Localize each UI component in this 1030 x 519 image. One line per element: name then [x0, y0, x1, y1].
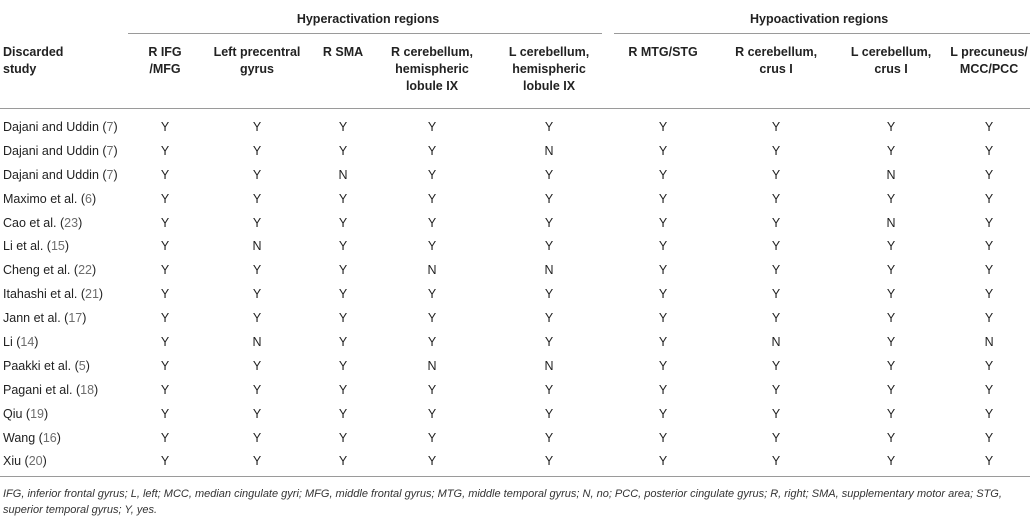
value-cell: Y	[338, 334, 348, 349]
value-cell: Y	[984, 454, 994, 469]
value-cell: Y	[984, 430, 994, 445]
study-cell: Cheng et al. (22)	[3, 263, 97, 278]
table-body	[0, 109, 1030, 474]
table-row	[0, 211, 1030, 235]
value-cell: Y	[771, 263, 781, 278]
value-cell: Y	[252, 215, 262, 230]
value-cell: N	[984, 334, 994, 349]
value-cell: Y	[160, 406, 170, 421]
value-cell: Y	[886, 334, 896, 349]
value-cell: Y	[771, 191, 781, 206]
value-cell: Y	[252, 454, 262, 469]
table-row	[0, 402, 1030, 426]
value-cell: Y	[658, 239, 668, 254]
value-cell: N	[886, 167, 896, 182]
value-cell: Y	[252, 358, 262, 373]
value-cell: Y	[338, 287, 348, 302]
study-cell: Dajani and Uddin (7)	[3, 167, 118, 182]
value-cell: Y	[160, 119, 170, 134]
value-cell: Y	[160, 454, 170, 469]
value-cell: N	[252, 334, 262, 349]
table-row	[0, 282, 1030, 306]
value-cell: Y	[984, 263, 994, 278]
value-cell: Y	[984, 382, 994, 397]
column-header: L precuneus/ MCC/PCC	[948, 34, 1030, 109]
table-footnote: IFG, inferior frontal gyrus; L, left; MCC, median cingulate gyri; MFG, middle frontal gyrus; MTG, middle temporal gyrus; N, no; PCC, posterior cingulate gyrus; R, right; SMA, supplementary motor area; STG, superior temporal gyrus; Y, yes.	[3, 488, 1002, 516]
value-cell: N	[544, 143, 554, 158]
value-cell: Y	[984, 215, 994, 230]
value-cell: Y	[984, 311, 994, 326]
value-cell: Y	[427, 406, 437, 421]
value-cell: Y	[427, 454, 437, 469]
value-cell: Y	[886, 239, 896, 254]
value-cell: Y	[160, 430, 170, 445]
column-header: R cerebellum, hemispheric lobule IX	[374, 34, 490, 109]
value-cell: Y	[544, 119, 554, 134]
value-cell: Y	[771, 311, 781, 326]
value-cell: Y	[886, 119, 896, 134]
value-cell: Y	[427, 119, 437, 134]
value-cell: Y	[544, 334, 554, 349]
value-cell: Y	[427, 143, 437, 158]
value-cell: Y	[160, 239, 170, 254]
reference-link[interactable]: 7	[106, 143, 114, 158]
value-cell: Y	[252, 287, 262, 302]
value-cell: Y	[771, 239, 781, 254]
value-cell: Y	[427, 430, 437, 445]
value-cell: Y	[544, 430, 554, 445]
reference-link[interactable]: 17	[68, 311, 83, 326]
value-cell: Y	[658, 167, 668, 182]
reference-link[interactable]: 19	[30, 406, 44, 421]
study-cell: Pagani et al. (18)	[3, 382, 99, 397]
value-cell: Y	[544, 311, 554, 326]
value-cell: Y	[886, 143, 896, 158]
value-cell: Y	[658, 311, 668, 326]
reference-link[interactable]: 18	[80, 382, 95, 397]
value-cell: Y	[338, 239, 348, 254]
reference-link[interactable]: 15	[50, 239, 65, 254]
hyperactivation-group-header: Hyperactivation regions	[128, 4, 608, 34]
value-cell: Y	[427, 239, 437, 254]
study-cell: Li et al. (15)	[3, 239, 70, 254]
table-row	[0, 187, 1030, 211]
table-row	[0, 330, 1030, 354]
value-cell: Y	[338, 191, 348, 206]
value-cell: Y	[984, 239, 994, 254]
value-cell: Y	[544, 382, 554, 397]
value-cell: Y	[984, 167, 994, 182]
value-cell: Y	[886, 358, 896, 373]
table-row	[0, 449, 1030, 473]
value-cell: Y	[160, 287, 170, 302]
study-cell: Qiu (19)	[3, 406, 49, 421]
value-cell: N	[886, 215, 896, 230]
value-cell: Y	[658, 454, 668, 469]
reference-link[interactable]: 16	[42, 430, 57, 445]
value-cell: Y	[338, 119, 348, 134]
value-cell: Y	[160, 215, 170, 230]
value-cell: Y	[252, 406, 262, 421]
value-cell: Y	[544, 239, 554, 254]
value-cell: Y	[886, 263, 896, 278]
value-cell: Y	[771, 119, 781, 134]
reference-link[interactable]: 21	[85, 287, 99, 302]
study-cell: Dajani and Uddin (7)	[3, 119, 118, 134]
value-cell: Y	[427, 334, 437, 349]
reference-link[interactable]: 23	[64, 215, 79, 230]
table-row	[0, 139, 1030, 163]
value-cell: Y	[338, 382, 348, 397]
value-cell: Y	[984, 287, 994, 302]
column-header: L cerebellum, crus I	[834, 34, 948, 109]
value-cell: Y	[886, 406, 896, 421]
value-cell: Y	[658, 119, 668, 134]
value-cell: Y	[984, 406, 994, 421]
column-header-row	[0, 34, 1030, 109]
value-cell: Y	[771, 430, 781, 445]
value-cell: Y	[427, 191, 437, 206]
study-cell: Wang (16)	[3, 430, 61, 445]
value-cell: Y	[886, 454, 896, 469]
column-header: R SMA	[312, 34, 374, 109]
value-cell: N	[544, 358, 554, 373]
value-cell: Y	[544, 406, 554, 421]
value-cell: Y	[771, 454, 781, 469]
value-cell: Y	[427, 215, 437, 230]
value-cell: Y	[427, 311, 437, 326]
value-cell: Y	[252, 263, 262, 278]
value-cell: Y	[984, 143, 994, 158]
table-row	[0, 163, 1030, 187]
table-bottom-rule	[0, 476, 1030, 477]
column-header-study: Discarded study	[0, 34, 128, 109]
value-cell: Y	[771, 406, 781, 421]
value-cell: Y	[338, 311, 348, 326]
value-cell: Y	[160, 334, 170, 349]
reference-link[interactable]: 5	[78, 358, 86, 373]
value-cell: N	[338, 167, 348, 182]
value-cell: Y	[658, 382, 668, 397]
study-cell: Maximo et al. (6)	[3, 191, 97, 206]
value-cell: Y	[252, 311, 262, 326]
table-row	[0, 234, 1030, 258]
study-cell: Dajani and Uddin (7)	[3, 143, 118, 158]
value-cell: Y	[338, 430, 348, 445]
value-cell: Y	[544, 215, 554, 230]
reference-link[interactable]: 7	[106, 167, 114, 182]
value-cell: Y	[544, 191, 554, 206]
value-cell: Y	[886, 430, 896, 445]
column-header: R IFG /MFG	[128, 34, 202, 109]
reference-link[interactable]: 14	[20, 334, 35, 349]
table-row	[0, 306, 1030, 330]
value-cell: Y	[658, 263, 668, 278]
study-cell: Jann et al. (17)	[3, 311, 87, 326]
value-cell: Y	[160, 167, 170, 182]
value-cell: N	[427, 263, 437, 278]
value-cell: Y	[160, 263, 170, 278]
value-cell: Y	[886, 191, 896, 206]
value-cell: Y	[252, 430, 262, 445]
value-cell: Y	[338, 358, 348, 373]
value-cell: Y	[338, 263, 348, 278]
hypoactivation-group-header: Hypoactivation regions	[608, 4, 1030, 34]
value-cell: Y	[544, 167, 554, 182]
column-header: L cerebellum, hemispheric lobule IX	[490, 34, 608, 109]
value-cell: Y	[658, 430, 668, 445]
value-cell: Y	[886, 311, 896, 326]
value-cell: N	[771, 334, 781, 349]
study-cell: Li (14)	[3, 334, 39, 349]
table-row	[0, 109, 1030, 139]
table-row	[0, 258, 1030, 282]
value-cell: Y	[771, 143, 781, 158]
reference-link[interactable]: 6	[84, 191, 92, 206]
value-cell: Y	[658, 334, 668, 349]
value-cell: Y	[544, 454, 554, 469]
study-cell: Cao et al. (23)	[3, 215, 83, 230]
value-cell: Y	[886, 287, 896, 302]
reference-link[interactable]: 22	[78, 263, 92, 278]
value-cell: Y	[252, 143, 262, 158]
value-cell: Y	[544, 287, 554, 302]
value-cell: Y	[886, 382, 896, 397]
value-cell: Y	[984, 191, 994, 206]
value-cell: Y	[252, 382, 262, 397]
column-header: Left precentral gyrus	[202, 34, 312, 109]
value-cell: Y	[160, 358, 170, 373]
value-cell: Y	[427, 287, 437, 302]
value-cell: Y	[160, 382, 170, 397]
value-cell: Y	[771, 215, 781, 230]
table-row	[0, 426, 1030, 450]
value-cell: Y	[984, 119, 994, 134]
value-cell: Y	[252, 119, 262, 134]
study-cell: Paakki et al. (5)	[3, 358, 90, 373]
value-cell: Y	[658, 287, 668, 302]
value-cell: Y	[427, 167, 437, 182]
column-header: R cerebellum, crus I	[718, 34, 834, 109]
value-cell: Y	[338, 454, 348, 469]
group-header-blank	[0, 4, 128, 34]
discarded-study-table	[0, 4, 1030, 473]
value-cell: Y	[427, 382, 437, 397]
reference-link[interactable]: 20	[28, 454, 43, 469]
value-cell: Y	[658, 215, 668, 230]
value-cell: Y	[338, 215, 348, 230]
study-cell: Itahashi et al. (21)	[3, 287, 104, 302]
value-cell: Y	[252, 191, 262, 206]
value-cell: Y	[160, 143, 170, 158]
value-cell: Y	[658, 358, 668, 373]
table-row	[0, 378, 1030, 402]
value-cell: Y	[658, 191, 668, 206]
value-cell: Y	[338, 406, 348, 421]
reference-link[interactable]: 7	[106, 119, 114, 134]
value-cell: Y	[658, 143, 668, 158]
value-cell: N	[427, 358, 437, 373]
value-cell: Y	[160, 311, 170, 326]
value-cell: Y	[771, 382, 781, 397]
study-cell: Xiu (20)	[3, 454, 47, 469]
value-cell: Y	[984, 358, 994, 373]
group-header-row	[0, 4, 1030, 34]
column-header: R MTG/STG	[608, 34, 718, 109]
value-cell: Y	[771, 167, 781, 182]
value-cell: Y	[160, 191, 170, 206]
value-cell: Y	[771, 287, 781, 302]
value-cell: N	[252, 239, 262, 254]
table-row	[0, 354, 1030, 378]
value-cell: N	[544, 263, 554, 278]
value-cell: Y	[338, 143, 348, 158]
value-cell: Y	[771, 358, 781, 373]
value-cell: Y	[658, 406, 668, 421]
value-cell: Y	[252, 167, 262, 182]
